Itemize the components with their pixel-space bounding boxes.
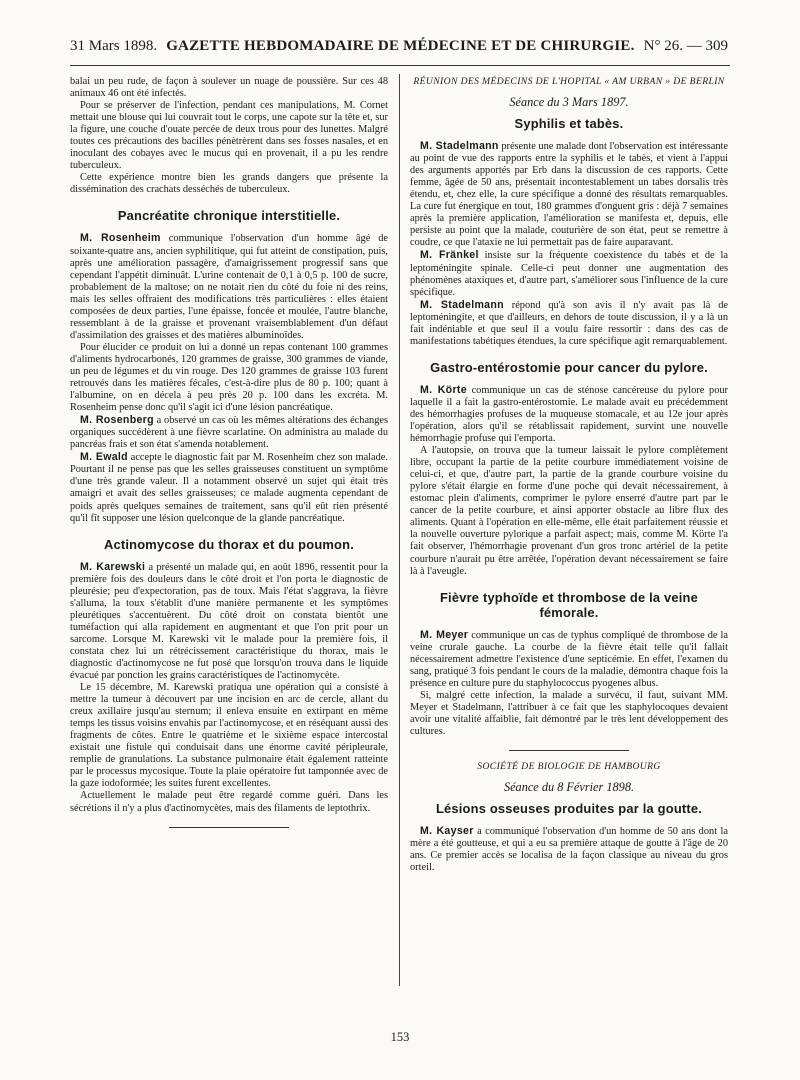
speaker-name: M. Rosenberg — [80, 414, 154, 427]
paragraph — [410, 299, 728, 348]
section-title: Fièvre typhoïde et thrombose de la veine fémorale. — [439, 589, 698, 620]
section-rule — [509, 750, 629, 751]
paragraph-text: a observé un cas où les mêmes altérations des échanges organiques succédèrent à une fièvre scarlatine. On administra au malade du pancréas frais et son état s'amenda notablement. — [70, 415, 388, 451]
paragraph: Pour élucider ce produit on lui a donné un repas contenant 100 grammes d'aliments hydrocarbonés, 120 grammes de graisse, 300 grammes de viande, un peu de légumes et du vin rouge. Des 120 grammes de graisse 103 furent retrouvés dans les matières fécales, c'est-à-dire plus de 80 p. 100; quant à l'albumine, on en décela à peu près 20 p. 100 dans les excréta. M. Rosenheim pense donc qu'il s'agit ici d'une lésion pancréatique. — [70, 341, 388, 414]
paragraph — [410, 825, 728, 874]
header-date: 31 Mars 1898. — [70, 38, 158, 54]
column-divider — [399, 74, 400, 986]
paragraph-text: a présenté un malade qui, en août 1896, ressentit pour la première fois des douleurs dans le côté droit et l'on porta le diagnostic de pleurésie; peu d'expectoration, pas de toux. Mais l'état s'aggrava, la fièvre s'alluma, la toux s'établit d'une manière permanente et les symptômes pleurétiques s'accentuèrent. Du côté droit on constata bientôt une tuméfaction qui alla rapidement en augmentant et que l'on prit pour un sarcome. Lorsque M. Karewski vit le malade pour la première fois, il constata chez lui un rétrécissement caractéristique du thorax, mais le diagnostic d'actinomycose ne fut posé que lorsqu'on trouva dans le liquide évacué par ponction les grains caractéristiques de l'actinomycète. — [70, 561, 388, 682]
speaker-name: M. Rosenheim — [80, 232, 161, 245]
left-column — [70, 76, 388, 838]
paragraph: balai un peu rude, de façon à soulever un nuage de poussière. Sur ces 48 animaux 46 ont été infectés. — [70, 76, 388, 100]
society-heading: SOCIÉTÉ DE BIOLOGIE DE HAMBOURG — [477, 761, 661, 773]
paragraph — [410, 384, 728, 445]
paragraph-text: répond qu'à son avis il n'y avait pas là de leptoméningite, et que d'ailleurs, en dehors de toute discussion, il y a là un fait indéniable et que seul il a voulu faire ressortir : dans des cas de manifestations tabétiques étendues, la cure spécifique agit remarquablement. — [410, 299, 728, 347]
paragraph: Cette expérience montre bien les grands dangers que présente la dissémination des crachats desséchés de tuberculeux. — [70, 172, 388, 196]
paragraph: Le 15 décembre, M. Karewski pratiqua une opération qui a consisté à mettre la tumeur à découvert par une incision en arc de cercle, allant du creux axillaire jusqu'au sternum; il enleva ensuite en extirpant en même temps les tissus voisins envahis par l'actinomycose, et en réséquant aussi des fragments de côtes. Entre le quatrième et le sixième espace intercostal existait une fistule qui conduisait dans une énorme cavité péripleurale, remplie de granulations. La substance pulmonaire était également ratteinte par le processus mycosique. Toute la plaie opératoire fut tamponnée avec de la gaze iodoformée; les suites furent excellentes. — [70, 682, 388, 790]
speaker-name: M. Stadelmann — [420, 140, 499, 153]
paragraph: Si, malgré cette infection, la malade a survécu, il faut, suivant MM. Meyer et Stadelmann, l'attribuer à ce fait que les staphylocoques devaient avoir une vitalité affaiblie, fait démontré par le très lent développement des cultures. — [410, 689, 728, 737]
paragraph-text: communique un cas de typhus compliqué de thrombose de la veine crurale gauche. La courbe de la fièvre était telle qu'il fallait nécessairement admettre l'existence d'une septicémie. En effet, l'examen du sang, pratiqué 3 fois pendant le cours de la maladie, démontra chaque fois la présence en culture pure du staphylococcus pyogenes albus. — [410, 629, 729, 689]
running-header — [70, 38, 728, 68]
paragraph-text: a communiqué l'observation d'un homme de 50 ans dont la mère a été goutteuse, et qui a eu sa première attaque de goutte à l'âge de 20 ans. Ce premier accès se localisa de la façon classique au niveau du gros orteil. — [410, 826, 728, 874]
paragraph — [70, 451, 388, 524]
speaker-name: M. Meyer — [420, 628, 469, 641]
speaker-name: M. Fränkel — [420, 249, 479, 262]
header-rule — [70, 65, 730, 66]
right-column — [410, 76, 728, 874]
speaker-name: M. Stadelmann — [420, 298, 504, 311]
paragraph-text: communique l'observation d'un homme âgé de soixante-quatre ans, ancien syphilitique, qui fut atteint de constipation, puis, après une amélioration passagère, d'amaigrissement progressif sans que cependant l'appétit diminuât. L'urine contenait de 0,1 à 0,5 p. 100 de sucre, probablement de la maltose; on ne notait rien du côté du foie ni des reins, mais les selles offraient des modifications très particulières : elles étaient composées de deux parties, l'une épaisse, foncée et moulée, l'autre blanche, ressemblant à de la graisse et provenant vraisemblablement d'un défaut d'assimilation des graisses et des matières albuminoïdes. — [70, 233, 388, 341]
section-title: Pancréatite chronique interstitielle. — [117, 208, 341, 224]
paragraph — [410, 140, 728, 249]
session-date: Séance du 8 Février 1898. — [503, 780, 635, 795]
speaker-name: M. Kayser — [420, 825, 474, 838]
paragraph — [410, 249, 728, 298]
society-heading: RÉUNION DES MÉDECINS DE L'HOPITAL « AM URBAN » DE BERLIN — [413, 76, 725, 87]
speaker-name: M. Karewski — [80, 560, 146, 573]
header-issue-page: N° 26. — 309 — [643, 38, 728, 54]
paragraph — [410, 629, 728, 690]
paragraph-text: communique un cas de sténose cancéreuse du pylore pour laquelle il a fait la gastro-entérostomie. Le malade avait eu précédemment des hémorrhagies profuses de la muqueuse stomacale, et au 12e jour après l'opération, alors qu'il se rétablissait rapidement, survint une nouvelle hémorrhagie profuse qui l'emporta. — [410, 384, 728, 445]
journal-title: GAZETTE HEBDOMADAIRE DE MÉDECINE ET DE CHIRURGIE. — [166, 38, 635, 54]
section-title: Actinomycose du thorax et du poumon. — [104, 536, 354, 552]
paragraph: A l'autopsie, on trouva que la tumeur laissait le pylore complètement libre, occupant la partie de la petite courbure immédiatement voisine de celui-ci, et que, d'autre part, la partie de la grande courbure voisine du pylore s'était élargie en forme d'une poche qui devait nécessairement, à estomac plein d'aliments, comprimer le pylore enserré d'autre part par le cancer de la petite courbure, et ainsi apporter obstacle au libre flux des aliments. Quant à l'opération en elle-même, elle était parfaitement réussie et la nouvelle ouverture pylorique a parfait aspect; mais, comme M. Körte l'a fait observer, l'hémorrhagie provenant d'un gros tronc artériel de la petite courbure n'aurait pu être arrêtée, l'opération devant nécessairement se faire là à l'aveugle. — [410, 445, 728, 577]
paragraph — [70, 414, 388, 451]
paragraph-text: accepte le diagnostic fait par M. Rosenheim chez son malade. Pourtant il ne pense pas que les selles graisseuses constituent un symptôme d'une très grande valeur. Il a notamment observé un sujet qui était très amaigri et avait des selles graisseuses; ce malade augmenta cependant de poids après quelques semaines de traitement, sans qu'il eût rien présenté qu'il fît supposer une lésion quelconque de la glande pancréatique. — [70, 452, 388, 524]
paragraph: Actuellement le malade peut être regardé comme guéri. Dans les sécrétions il n'y a plus d'actinomycètes, mais des filaments de leptothrix. — [70, 790, 388, 814]
paragraph-text: insiste sur la fréquente coexistence du tabès et de la leptoméningite spinale. Celle-ci peut donner une augmentation des phénomènes ataxiques et, d'autre part, s'améliorer sous l'influence de la cure spécifique. — [410, 250, 728, 298]
session-date: Séance du 3 Mars 1897. — [509, 95, 629, 109]
paragraph — [70, 232, 388, 341]
paragraph: Pour se préserver de l'infection, pendant ces manipulations, M. Cornet mettait une blouse qui lui couvrait tout le corps, une capote sur la tête et, sur la figure, une couche d'ouate percée de deux trous pour des lunettes. Malgré toutes ces précautions des bacilles pénètrèrent dans ses fosses nasales, et en inoculant des cobayes avec le mucus qui en provenait, il a pu les rendre tuberculeux. — [70, 100, 388, 172]
speaker-name: M. Ewald — [80, 451, 128, 464]
page-number: 153 — [390, 1030, 410, 1044]
paragraph — [70, 561, 388, 682]
paragraph-text: présente une malade dont l'observation est intéressante au point de vue des rapports entre la syphilis et le tabès, et vient à l'appui des arguments apportés par Erb dans la discussion de ces rapports. Cette femme, âgée de 50 ans, présentait incontestablement un tabes dorsalis très étendu, et, chez elle, la cure spécifique a donné des résultats remarquables. La cure fut énergique en tout, 180 grammes d'onguent gris : déjà 7 semaines après la première application, l'amélioration se manifesta et, depuis, elle persiste au point que la malade, couturière de son état, peut se remettre à coudre, ce que l'ataxie ne lui permettait pas de faire auparavant. — [410, 141, 728, 249]
section-title: Lésions osseuses produites par la goutte. — [435, 801, 703, 817]
end-rule — [169, 827, 289, 828]
section-title: Syphilis et tabès. — [514, 116, 624, 132]
speaker-name: M. Körte — [420, 383, 467, 396]
section-title: Gastro-entérostomie pour cancer du pylore. — [430, 359, 708, 375]
